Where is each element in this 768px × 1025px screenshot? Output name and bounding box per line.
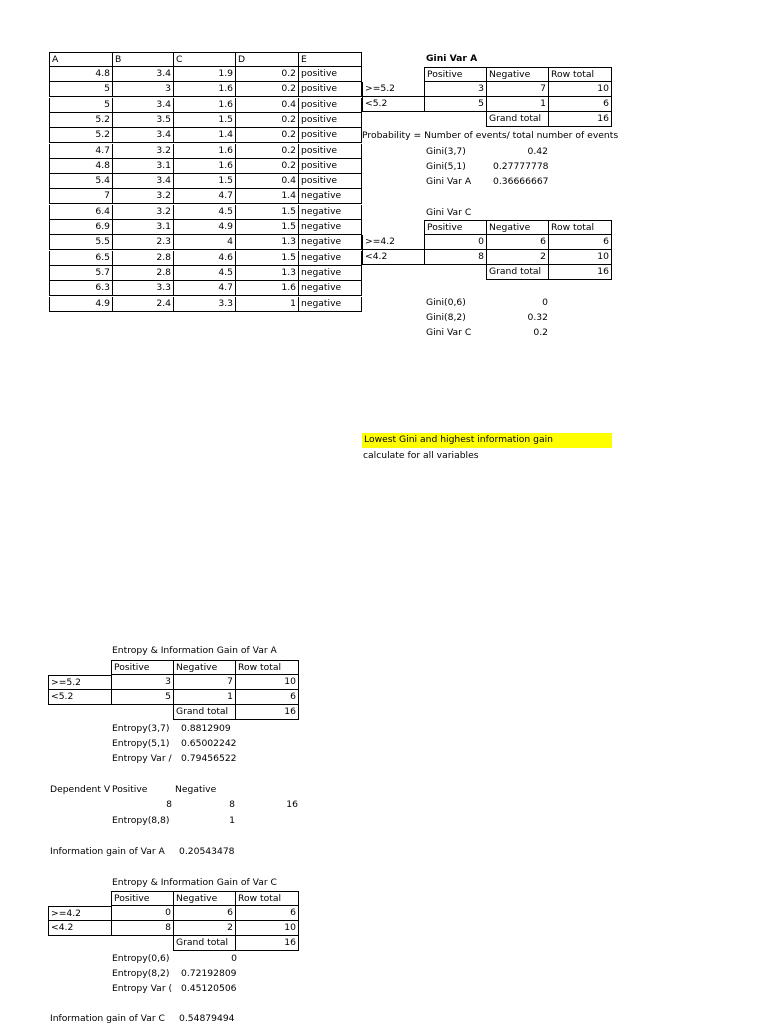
gini-c-result-value-1: 0 bbox=[542, 297, 548, 308]
gini-c-result-label-1: Gini(0,6) bbox=[426, 297, 466, 308]
gini-a-col-negative[interactable]: Negative bbox=[486, 67, 548, 82]
gini-c-row2-positive[interactable]: 8 bbox=[424, 250, 486, 265]
gini-a-row1-negative[interactable]: 7 bbox=[486, 82, 548, 97]
entropy-c-result-value-1: 0 bbox=[231, 953, 237, 964]
gini-c-row1-total[interactable]: 6 bbox=[548, 235, 612, 250]
entropy-c-result-label-1: Entropy(0,6) bbox=[112, 953, 170, 964]
cell-b[interactable]: 2.8 bbox=[112, 251, 173, 266]
info-gain-a-value: 0.20543478 bbox=[179, 846, 235, 857]
entropy-c-row2-total[interactable]: 10 bbox=[235, 921, 299, 936]
cell-d[interactable]: 0.2 bbox=[235, 128, 298, 143]
cell-d[interactable]: 1.3 bbox=[235, 266, 298, 281]
cell-e[interactable]: positive bbox=[298, 174, 362, 189]
gini-c-col-row-total[interactable]: Row total bbox=[548, 220, 612, 235]
gini-a-col-positive[interactable]: Positive bbox=[424, 67, 486, 82]
cell-a[interactable]: 5 bbox=[49, 98, 112, 113]
cell-e[interactable]: positive bbox=[298, 82, 362, 97]
highlight-note[interactable]: Lowest Gini and highest information gain bbox=[362, 433, 612, 448]
entropy-a-row2-label[interactable]: <5.2 bbox=[48, 690, 111, 705]
entropy-a-row1-total[interactable]: 10 bbox=[235, 675, 299, 690]
cell-d[interactable]: 0.2 bbox=[235, 67, 298, 82]
cell-e[interactable]: negative bbox=[298, 297, 362, 312]
entropy-a-grand-total[interactable]: 16 bbox=[235, 705, 299, 720]
cell-b[interactable]: 3.2 bbox=[112, 144, 173, 159]
entropy-c-grand-total[interactable]: 16 bbox=[235, 936, 299, 951]
cell-c[interactable]: 1.6 bbox=[173, 144, 235, 159]
cell-b[interactable]: 3.2 bbox=[112, 205, 173, 220]
entropy-a-row1-label[interactable]: >=5.2 bbox=[48, 675, 111, 690]
gini-a-row1-positive[interactable]: 3 bbox=[424, 82, 486, 97]
cell-c[interactable]: 1.6 bbox=[173, 159, 235, 174]
info-gain-c-value: 0.54879494 bbox=[179, 1013, 235, 1024]
cell-a[interactable]: 4.9 bbox=[49, 297, 112, 312]
entropy-c-row1-total[interactable]: 6 bbox=[235, 906, 299, 921]
entropy-c-result-value-3: 0.45120506 bbox=[181, 983, 237, 994]
gini-a-col-row-total[interactable]: Row total bbox=[548, 67, 612, 82]
entropy-c-title: Entropy & Information Gain of Var C bbox=[112, 877, 277, 888]
cell-a[interactable]: 5.2 bbox=[49, 113, 112, 128]
cell-c[interactable]: 1.5 bbox=[173, 113, 235, 128]
cell-c[interactable]: 1.9 bbox=[173, 67, 235, 82]
cell-e[interactable]: negative bbox=[298, 235, 362, 250]
gini-c-grand-total-label[interactable]: Grand total bbox=[486, 265, 548, 280]
entropy-a-result-label-1: Entropy(3,7) bbox=[112, 723, 170, 734]
cell-b[interactable]: 3.4 bbox=[112, 98, 173, 113]
dependent-col-positive: Positive bbox=[112, 784, 148, 795]
entropy-a-col-positive[interactable]: Positive bbox=[111, 660, 173, 675]
cell-b[interactable]: 2.8 bbox=[112, 266, 173, 281]
gini-c-result-value-2: 0.32 bbox=[527, 312, 548, 323]
cell-e[interactable]: negative bbox=[298, 220, 362, 235]
cell-e[interactable]: positive bbox=[298, 113, 362, 128]
entropy-a-row2-total[interactable]: 6 bbox=[235, 690, 299, 705]
gini-a-grand-total-label[interactable]: Grand total bbox=[486, 112, 548, 127]
cell-e[interactable]: positive bbox=[298, 159, 362, 174]
cell-e[interactable]: negative bbox=[298, 189, 362, 204]
cell-a[interactable]: 5.4 bbox=[49, 174, 112, 189]
cell-e[interactable]: positive bbox=[298, 128, 362, 143]
cell-c[interactable]: 4.7 bbox=[173, 189, 235, 204]
cell-b[interactable]: 3.3 bbox=[112, 281, 173, 296]
gini-c-result-label-3: Gini Var C bbox=[426, 327, 472, 338]
cell-d[interactable]: 0.4 bbox=[235, 174, 298, 189]
gini-c-row2-label[interactable]: <4.2 bbox=[362, 250, 424, 265]
gini-a-row1-label[interactable]: >=5.2 bbox=[362, 82, 424, 97]
dependent-positive: 8 bbox=[166, 799, 172, 810]
entropy-c-result-label-3: Entropy Var ( bbox=[112, 983, 173, 994]
gini-a-result-label-1: Gini(3,7) bbox=[426, 146, 466, 157]
gini-c-result-value-3: 0.2 bbox=[533, 327, 548, 338]
cell-c[interactable]: 4.6 bbox=[173, 251, 235, 266]
info-gain-c-label: Information gain of Var C bbox=[50, 1013, 165, 1024]
entropy-a-result-value-3: 0.79456522 bbox=[181, 753, 237, 764]
dependent-negative: 8 bbox=[229, 799, 235, 810]
entropy-c-grand-total-label[interactable]: Grand total bbox=[173, 936, 235, 951]
entropy-a-row1-positive[interactable]: 3 bbox=[111, 675, 173, 690]
dependent-total: 16 bbox=[286, 799, 298, 810]
gini-c-grand-total[interactable]: 16 bbox=[548, 265, 612, 280]
cell-c[interactable]: 1.5 bbox=[173, 174, 235, 189]
cell-c[interactable]: 4.5 bbox=[173, 266, 235, 281]
gini-c-row1-negative[interactable]: 6 bbox=[486, 235, 548, 250]
cell-b[interactable]: 3 bbox=[112, 82, 173, 97]
cell-b[interactable]: 3.4 bbox=[112, 67, 173, 82]
gini-a-result-label-2: Gini(5,1) bbox=[426, 161, 466, 172]
col-header-a[interactable]: A bbox=[49, 52, 112, 67]
gini-c-row2-total[interactable]: 10 bbox=[548, 250, 612, 265]
cell-e[interactable]: positive bbox=[298, 144, 362, 159]
cell-d[interactable]: 0.4 bbox=[235, 98, 298, 113]
gini-c-row2-negative[interactable]: 2 bbox=[486, 250, 548, 265]
gini-a-grand-total[interactable]: 16 bbox=[548, 112, 612, 127]
gini-a-row2-label[interactable]: <5.2 bbox=[362, 97, 424, 112]
gini-c-row1-positive[interactable]: 0 bbox=[424, 235, 486, 250]
cell-a[interactable]: 4.8 bbox=[49, 159, 112, 174]
entropy-c-row1-negative[interactable]: 6 bbox=[173, 906, 235, 921]
cell-c[interactable]: 1.6 bbox=[173, 82, 235, 97]
cell-a[interactable]: 4.7 bbox=[49, 144, 112, 159]
gini-c-title: Gini Var C bbox=[426, 207, 472, 218]
cell-d[interactable]: 0.2 bbox=[235, 144, 298, 159]
cell-e[interactable]: negative bbox=[298, 251, 362, 266]
cell-d[interactable]: 0.2 bbox=[235, 159, 298, 174]
entropy-c-row2-negative[interactable]: 2 bbox=[173, 921, 235, 936]
entropy-c-row2-positive[interactable]: 8 bbox=[111, 921, 173, 936]
cell-d[interactable]: 1.6 bbox=[235, 281, 298, 296]
dependent-col-negative: Negative bbox=[175, 784, 217, 795]
entropy-a-row2-negative[interactable]: 1 bbox=[173, 690, 235, 705]
probability-note: Probability = Number of events/ total number of events bbox=[362, 130, 619, 141]
cell-d[interactable]: 1.5 bbox=[235, 220, 298, 235]
cell-c[interactable]: 4.7 bbox=[173, 281, 235, 296]
cell-d[interactable]: 0.2 bbox=[235, 82, 298, 97]
info-gain-a-label: Information gain of Var A bbox=[50, 846, 165, 857]
cell-e[interactable]: positive bbox=[298, 67, 362, 82]
entropy-a-result-value-1: 0.8812909 bbox=[181, 723, 231, 734]
cell-a[interactable]: 6.3 bbox=[49, 281, 112, 296]
cell-d[interactable]: 0.2 bbox=[235, 113, 298, 128]
entropy-a-result-label-3: Entropy Var / bbox=[112, 753, 172, 764]
cell-b[interactable]: 2.3 bbox=[112, 235, 173, 250]
entropy-a-result-value-2: 0.65002242 bbox=[181, 738, 237, 749]
cell-a[interactable]: 5.2 bbox=[49, 128, 112, 143]
cell-c[interactable]: 4 bbox=[173, 235, 235, 250]
gini-c-col-positive[interactable]: Positive bbox=[424, 220, 486, 235]
cell-a[interactable]: 7 bbox=[49, 189, 112, 204]
cell-a[interactable]: 5.5 bbox=[49, 235, 112, 250]
cell-a[interactable]: 5 bbox=[49, 82, 112, 97]
gini-a-title: Gini Var A bbox=[426, 53, 478, 64]
col-header-e[interactable]: E bbox=[298, 52, 362, 67]
entropy-a-col-negative[interactable]: Negative bbox=[173, 660, 235, 675]
cell-b[interactable]: 2.4 bbox=[112, 297, 173, 312]
cell-c[interactable]: 4.9 bbox=[173, 220, 235, 235]
entropy-a-grand-total-label[interactable]: Grand total bbox=[173, 705, 235, 720]
cell-a[interactable]: 6.4 bbox=[49, 205, 112, 220]
cell-c[interactable]: 1.4 bbox=[173, 128, 235, 143]
cell-e[interactable]: negative bbox=[298, 266, 362, 281]
entropy-a-title: Entropy & Information Gain of Var A bbox=[112, 645, 277, 656]
cell-d[interactable]: 1.5 bbox=[235, 251, 298, 266]
gini-a-row2-negative[interactable]: 1 bbox=[486, 97, 548, 112]
data-table bbox=[49, 52, 362, 312]
cell-e[interactable]: negative bbox=[298, 281, 362, 296]
cell-a[interactable]: 4.8 bbox=[49, 67, 112, 82]
dependent-entropy-label: Entropy(8,8) bbox=[112, 815, 170, 826]
gini-c-col-negative[interactable]: Negative bbox=[486, 220, 548, 235]
dependent-label: Dependent V bbox=[50, 784, 111, 795]
entropy-a-row2-positive[interactable]: 5 bbox=[111, 690, 173, 705]
cell-b[interactable]: 3.1 bbox=[112, 220, 173, 235]
entropy-c-row1-positive[interactable]: 0 bbox=[111, 906, 173, 921]
entropy-c-col-positive[interactable]: Positive bbox=[111, 891, 173, 906]
entropy-c-col-negative[interactable]: Negative bbox=[173, 891, 235, 906]
entropy-c-result-value-2: 0.72192809 bbox=[181, 968, 237, 979]
gini-a-result-value-1: 0.42 bbox=[527, 146, 548, 157]
calculate-note: calculate for all variables bbox=[363, 450, 479, 461]
cell-c[interactable]: 4.5 bbox=[173, 205, 235, 220]
cell-d[interactable]: 1 bbox=[235, 297, 298, 312]
gini-a-row2-total[interactable]: 6 bbox=[548, 97, 612, 112]
cell-a[interactable]: 5.7 bbox=[49, 266, 112, 281]
entropy-a-col-row-total[interactable]: Row total bbox=[235, 660, 299, 675]
gini-c-row1-label[interactable]: >=4.2 bbox=[362, 235, 424, 250]
col-header-c[interactable]: C bbox=[173, 52, 235, 67]
cell-c[interactable]: 1.6 bbox=[173, 98, 235, 113]
cell-b[interactable]: 3.4 bbox=[112, 128, 173, 143]
cell-d[interactable]: 1.5 bbox=[235, 205, 298, 220]
cell-d[interactable]: 1.4 bbox=[235, 189, 298, 204]
gini-a-result-label-3: Gini Var A bbox=[426, 176, 472, 187]
entropy-a-result-label-2: Entropy(5,1) bbox=[112, 738, 170, 749]
cell-c[interactable]: 3.3 bbox=[173, 297, 235, 312]
entropy-a-row1-negative[interactable]: 7 bbox=[173, 675, 235, 690]
col-header-d[interactable]: D bbox=[235, 52, 298, 67]
cell-b[interactable]: 3.2 bbox=[112, 189, 173, 204]
cell-a[interactable]: 6.5 bbox=[49, 251, 112, 266]
gini-a-result-value-2: 0.27777778 bbox=[493, 161, 549, 172]
entropy-c-result-label-2: Entropy(8,2) bbox=[112, 968, 170, 979]
cell-b[interactable]: 3.5 bbox=[112, 113, 173, 128]
entropy-c-row1-label[interactable]: >=4.2 bbox=[48, 906, 111, 921]
gini-a-result-value-3: 0.36666667 bbox=[493, 176, 549, 187]
cell-e[interactable]: positive bbox=[298, 98, 362, 113]
cell-d[interactable]: 1.3 bbox=[235, 235, 298, 250]
col-header-b[interactable]: B bbox=[112, 52, 173, 67]
gini-a-row2-positive[interactable]: 5 bbox=[424, 97, 486, 112]
cell-e[interactable]: negative bbox=[298, 205, 362, 220]
cell-b[interactable]: 3.1 bbox=[112, 159, 173, 174]
cell-a[interactable]: 6.9 bbox=[49, 220, 112, 235]
entropy-c-col-row-total[interactable]: Row total bbox=[235, 891, 299, 906]
dependent-entropy-value: 1 bbox=[229, 815, 235, 826]
gini-a-row1-total[interactable]: 10 bbox=[548, 82, 612, 97]
cell-b[interactable]: 3.4 bbox=[112, 174, 173, 189]
entropy-c-row2-label[interactable]: <4.2 bbox=[48, 921, 111, 936]
gini-c-result-label-2: Gini(8,2) bbox=[426, 312, 466, 323]
